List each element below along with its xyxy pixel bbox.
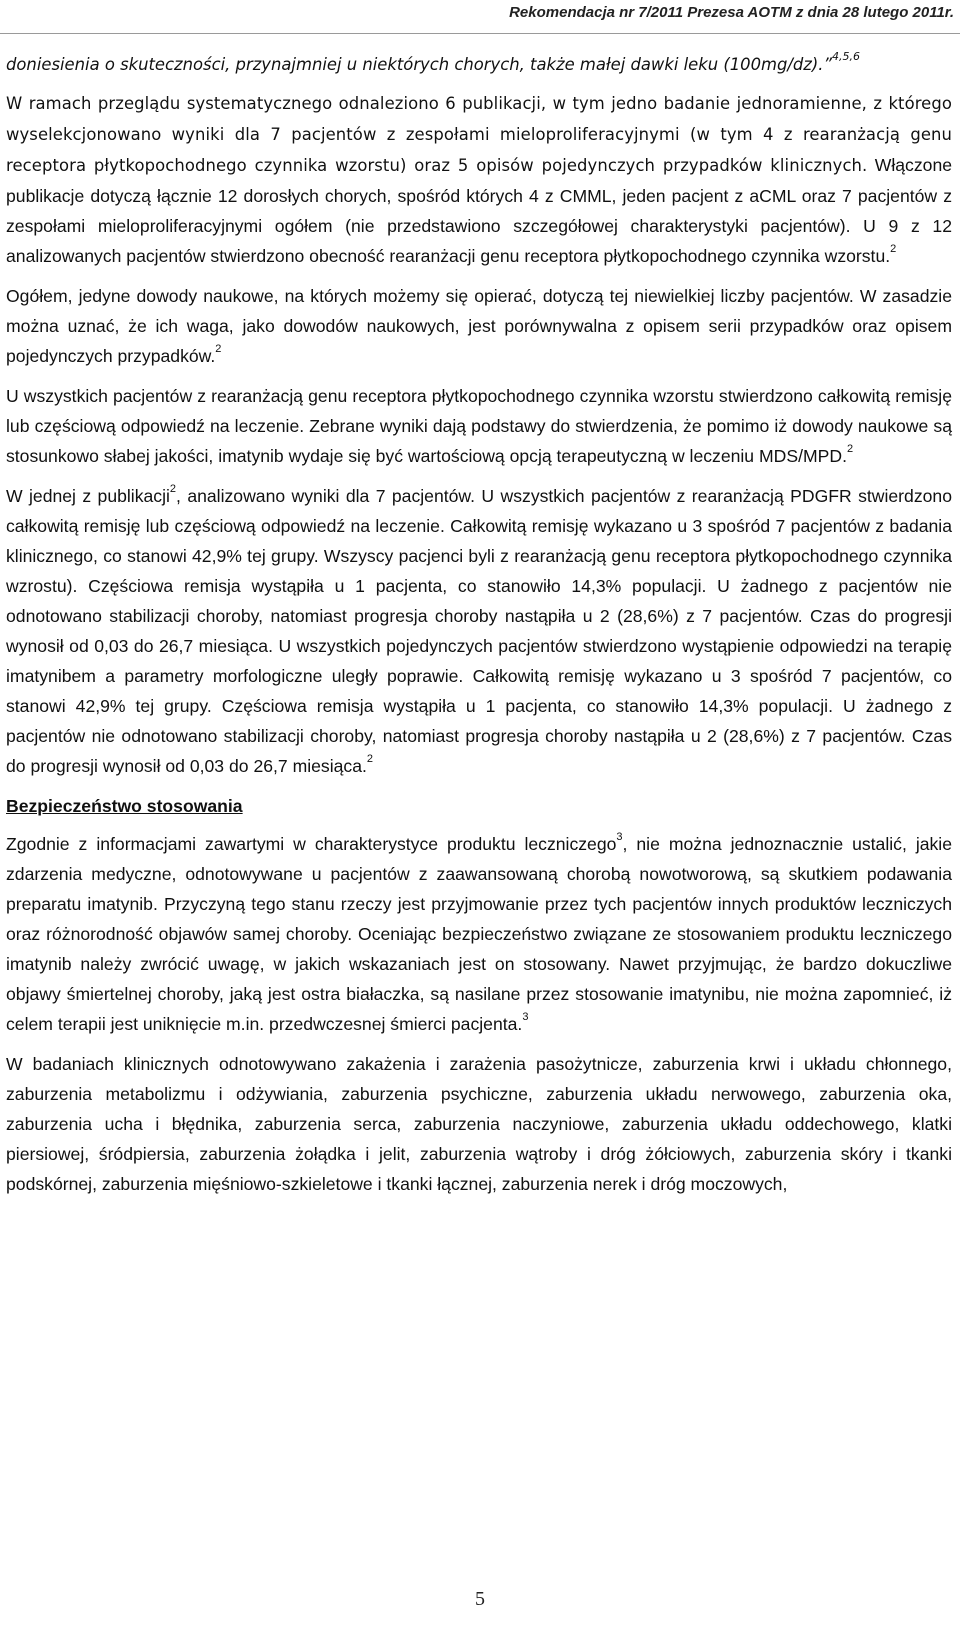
reference-marker: 4,5,6 — [832, 50, 860, 64]
page-number: 5 — [475, 1588, 485, 1610]
quote-paragraph — [6, 50, 952, 80]
reference-marker: 3 — [522, 1011, 529, 1024]
reference-marker: 2 — [890, 243, 897, 256]
review-text-part1: W ramach przeglądu systematycznego odnaleziono 6 publikacji, w tym jedno badanie jednoramienne, z którego wyselekcjonowano wyniki dla 7 pacjentów z zespołami mieloproliferacyjnymi (w tym 4 z rearanżacją genu receptora płytkopochodnego czynnika wzorstu) oraz 5 opisów pojedynczych przypadków klinicznych. — [6, 94, 952, 175]
reference-marker: 2 — [169, 483, 177, 496]
reference-marker: 3 — [616, 831, 623, 844]
reference-marker: 2 — [215, 343, 222, 356]
adverse-events-paragraph — [6, 1049, 952, 1199]
evidence-paragraph — [6, 281, 952, 371]
document-body — [6, 50, 952, 1209]
adverse-events-text: W badaniach klinicznych odnotowywano zakażenia i zarażenia pasożytnicze, zaburzenia krwi i układu chłonnego, zaburzenia metabolizmu i odżywiania, zaburzenia psychiczne, zaburzenia układu nerwowego, zaburzenia oka, zaburzenia ucha i błędnika, zaburzenia serca, zaburzenia naczyniowe, zaburzenia układu oddechowego, klatki piersiowej, śródpiersia, zaburzenia żołądka i jelit, zaburzenia wątroby i dróg żółciowych, zaburzenia skóry i tkanki podskórnej, zaburzenia mięśniowo-szkieletowe i tkanki łącznej, zaburzenia nerek i dróg moczowych, — [6, 1054, 952, 1194]
remission-paragraph — [6, 381, 952, 471]
header-divider — [0, 33, 960, 34]
results-text-part2: , analizowano wyniki dla 7 pacjentów. U wszystkich pacjentów z rearanżacją PDGFR stwierdzono całkowitą remisję lub częściową odpowiedź na leczenie. Całkowitą remisję wykazano u 3 spośród 7 pacjentów z badania klinicznego, co stanowi 42,9% tej grupy. Wszyscy pacjenci byli z rearanżacją genu receptora płytkopochodnego czynnika wzrostu). Częściowa remisja wystąpiła u 1 pacjenta, co stanowiło 14,3% populacji. U żadnego z pacjentów nie odnotowano stabilizacji choroby, natomiast progresja choroby nastąpiła u 2 (28,6%) z 7 pacjentów. Czas do progresji wynosił od 0,03 do 26,7 miesiąca. U wszystkich pojedynczych pacjentów stwierdzono wystąpienie odpowiedzi na terapię imatynibem a parametry morfologiczne uległy poprawie. Całkowitą remisję wykazano u 3 spośród 7 pacjentów, co stanowi 42,9% tej grupy. Częściowa remisja wystąpiła u 1 pacjenta, co stanowiło 14,3% populacji. U żadnego z pacjentów nie odnotowano stabilizacji choroby, natomiast progresja choroby nastąpiła u 2 (28,6%) z 7 pacjentów. Czas do progresji wynosił od 0,03 do 26,7 miesiąca. — [6, 486, 952, 776]
quote-text: doniesienia o skuteczności, przynajmniej u niektórych chorych, także małej dawki leku (100mg/dz).” — [6, 55, 832, 74]
review-paragraph — [6, 88, 952, 271]
review-text-part2: Włączone publikacje dotyczą łącznie 12 dorosłych chorych, spośród których 4 z CMML, jeden pacjent z aCML oraz 7 pacjentów z zespołami mieloproliferacyjnymi ogółem (nie przedstawiono szczegółowej charakterystyki pacjentów). U 9 z 12 analizowanych pacjentów stwierdzono obecność rearanżacji genu receptora płytkopochodnego czynnika wzorstu. — [6, 155, 953, 266]
results-paragraph — [6, 481, 952, 781]
evidence-text: Ogółem, jedyne dowody naukowe, na których możemy się opierać, dotyczą tej niewielkiej liczby pacjentów. W zasadzie można uznać, że ich waga, jako dowodów naukowych, jest porównywalna z opisem serii przypadków oraz opisem pojedynczych przypadków. — [6, 286, 952, 366]
safety-text-part2: , nie można jednoznacznie ustalić, jakie zdarzenia medyczne, odnotowywane u pacjentów z zaawansowaną chorobą nowotworową, są skutkiem podawania preparatu imatynib. Przyczyną tego stanu rzeczy jest przyjmowanie przez tych pacjentów innych produktów leczniczych oraz różnorodność objawów samej choroby. Oceniając bezpieczeństwo związane ze stosowaniem produktu leczniczego imatynib należy zwrócić uwagę, w jakich wskazaniach jest on stosowany. Nawet przyjmując, że bardzo dokuczliwe objawy śmiertelnej choroby, jaką jest ostra białaczka, są nasilane przez stosowanie imatynibu, nie można zapomnieć, iż celem terapii jest uniknięcie m.in. przedwczesnej śmierci pacjenta. — [6, 834, 953, 1034]
safety-paragraph — [6, 829, 952, 1039]
results-text-part1: W jednej z publikacji — [6, 486, 170, 506]
reference-marker: 2 — [846, 443, 854, 456]
reference-marker: 2 — [366, 753, 374, 766]
remission-text: U wszystkich pacjentów z rearanżacją genu receptora płytkopochodnego czynnika wzorstu stwierdzono całkowitą remisję lub częściową odpowiedź na leczenie. Zebrane wyniki dają podstawy do stwierdzenia, że pomimo iż dowody naukowe są stosunkowo słabej jakości, imatynib wydaje się być wartościową opcją terapeutyczną w leczeniu MDS/MPD. — [6, 386, 952, 466]
document-header: Rekomendacja nr 7/2011 Prezesa AOTM z dnia 28 lutego 2011r. — [509, 4, 954, 21]
section-heading-safety: Bezpieczeństwo stosowania — [6, 796, 243, 816]
safety-text-part1: Zgodnie z informacjami zawartymi w charakterystyce produktu leczniczego — [6, 834, 617, 854]
